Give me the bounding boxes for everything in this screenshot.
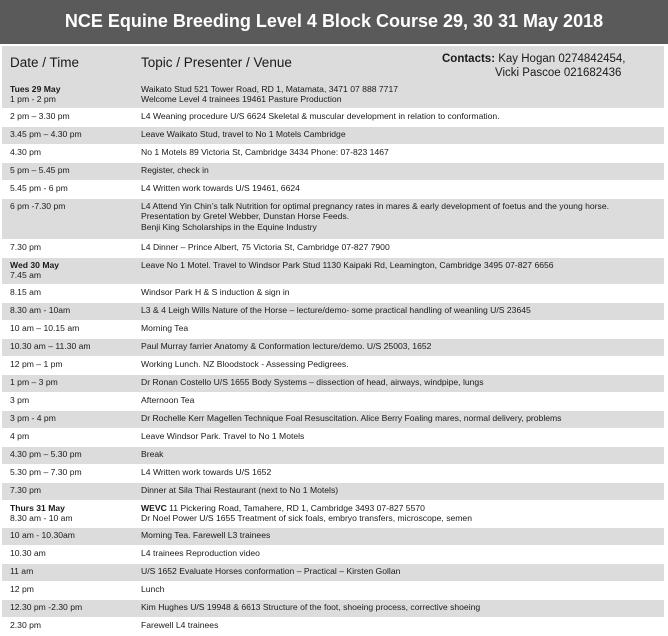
table-row — [2, 258, 664, 285]
table-row — [2, 199, 664, 240]
description-text: Kim Hughes U/S 19948 & 6613 Structure of the foot, shoeing process, corrective shoeing — [141, 602, 481, 612]
time-text: 8.30 am - 10 am — [10, 513, 73, 524]
page-title: NCE Equine Breeding Level 4 Block Course 29, 30 31 May 2018 — [64, 11, 604, 31]
row-time — [10, 183, 135, 193]
description-text: No 1 Motels 89 Victoria St, Cambridge 3434 Phone: 07-823 1467 — [141, 147, 389, 157]
time-text: 8.15 am — [10, 287, 42, 297]
table-row — [2, 127, 664, 145]
time-text: 12 pm – 1 pm — [10, 359, 63, 369]
description-text: Welcome Level 4 trainees 19461 Pasture Production — [141, 94, 342, 105]
row-description — [141, 359, 661, 369]
row-description — [141, 584, 661, 594]
contacts-block — [442, 52, 625, 80]
row-description — [141, 260, 661, 270]
time-text: 7.30 pm — [10, 485, 42, 495]
time-text: 4.30 pm – 5.30 pm — [10, 449, 82, 459]
time-text: 1 pm – 3 pm — [10, 377, 58, 387]
description-text: Farewell L4 trainees — [141, 620, 219, 630]
schedule-table — [2, 82, 664, 636]
contact-kay-hogan: Kay Hogan 0274842454, — [498, 53, 626, 65]
table-row — [2, 528, 664, 546]
description-text: Morning Tea. Farewell L3 trainees — [141, 530, 271, 540]
table-row — [2, 339, 664, 357]
description-text: Paul Murray farrier Anatomy & Conformation lecture/demo. U/S 25003, 1652 — [141, 341, 432, 351]
description-text: Waikato Stud 521 Tower Road, RD 1, Matamata, 3471 07 888 7717 — [141, 84, 399, 94]
row-description — [141, 287, 661, 297]
row-description — [141, 147, 661, 157]
row-time — [10, 467, 135, 477]
row-time — [10, 323, 135, 333]
table-row — [2, 411, 664, 429]
row-description — [141, 530, 661, 540]
row-time — [10, 287, 135, 297]
time-text: 6 pm -7.30 pm — [10, 201, 66, 211]
row-time — [10, 431, 135, 441]
row-time — [10, 620, 135, 630]
table-row — [2, 465, 664, 483]
contacts-label: Contacts: — [442, 53, 496, 65]
table-row — [2, 546, 664, 564]
row-description — [141, 111, 661, 121]
time-text: 7.30 pm — [10, 242, 42, 252]
table-row — [2, 429, 664, 447]
day-heading: Wed 30 May — [10, 260, 60, 270]
row-description — [141, 165, 661, 175]
table-row — [2, 82, 664, 109]
row-time — [10, 129, 135, 139]
description-text: Leave Waikato Stud, travel to No 1 Motels Cambridge — [141, 129, 346, 139]
row-description — [141, 323, 661, 333]
row-description — [141, 201, 661, 232]
table-row — [2, 145, 664, 163]
row-time — [10, 503, 135, 524]
day-heading: Tues 29 May — [10, 84, 61, 94]
row-description — [141, 467, 661, 477]
time-text: 1 pm - 2 pm — [10, 94, 56, 105]
time-text: 5.45 pm - 6 pm — [10, 183, 68, 193]
contact-vicki-pascoe: Vicki Pascoe 021682436 — [495, 67, 622, 79]
row-time — [10, 147, 135, 157]
row-time — [10, 260, 135, 281]
row-description — [141, 305, 661, 315]
row-time — [10, 165, 135, 175]
row-time — [10, 449, 135, 459]
table-row — [2, 303, 664, 321]
row-description — [141, 413, 661, 423]
description-text: L4 Attend Yin Chin’s talk Nutrition for optimal pregnancy rates in mares & early development of foetus and the young horse. — [141, 201, 609, 211]
row-time — [10, 359, 135, 369]
description-text: L4 Weaning procedure U/S 6624 Skeletal & muscular development in relation to conformation. — [141, 111, 500, 121]
time-text: 8.30 am - 10am — [10, 305, 71, 315]
row-description — [141, 548, 661, 558]
row-time — [10, 84, 135, 105]
description-text: L4 trainees Reproduction video — [141, 548, 260, 558]
description-text: WEVC 11 Pickering Road, Tamahere, RD 1, Cambridge 3493 07-827 5570 — [141, 503, 425, 513]
time-text: 12 pm — [10, 584, 34, 594]
row-description — [141, 377, 661, 387]
time-text: 3.45 pm – 4.30 pm — [10, 129, 82, 139]
table-row — [2, 582, 664, 600]
description-text: Windsor Park H & S induction & sign in — [141, 287, 290, 297]
table-row — [2, 393, 664, 411]
row-time — [10, 395, 135, 405]
row-description — [141, 485, 661, 495]
description-text: Leave No 1 Motel. Travel to Windsor Park Stud 1130 Kaipaki Rd, Leamington, Cambridge 3495 07-827 6656 — [141, 260, 554, 270]
table-row — [2, 564, 664, 582]
time-text: 12.30 pm -2.30 pm — [10, 602, 83, 612]
time-text: 3 pm - 4 pm — [10, 413, 56, 423]
row-time — [10, 584, 135, 594]
row-time — [10, 242, 135, 252]
time-text: 3 pm — [10, 395, 30, 405]
description-text: U/S 1652 Evaluate Horses conformation – Practical – Kirsten Gollan — [141, 566, 401, 576]
description-text: Dinner at Sila Thai Restaurant (next to No 1 Motels) — [141, 485, 339, 495]
table-row — [2, 240, 664, 258]
table-row — [2, 483, 664, 501]
row-description — [141, 242, 661, 252]
table-row — [2, 285, 664, 303]
day-heading: Thurs 31 May — [10, 503, 65, 513]
time-text: 4.30 pm — [10, 147, 42, 157]
row-time — [10, 341, 135, 351]
title-banner — [0, 0, 668, 44]
description-text: Register, check in — [141, 165, 209, 175]
table-header — [2, 46, 664, 83]
row-time — [10, 566, 135, 576]
description-text: Presentation by Gretel Webber, Dunstan Horse Feeds. — [141, 211, 350, 222]
time-text: 10.30 am — [10, 548, 46, 558]
time-text: 2.30 pm — [10, 620, 42, 630]
table-row — [2, 447, 664, 465]
description-text: Break — [141, 449, 164, 459]
description-text: L4 Dinner – Prince Albert, 75 Victoria St, Cambridge 07-827 7900 — [141, 242, 390, 252]
row-time — [10, 111, 135, 121]
description-text: L4 Written work towards U/S 19461, 6624 — [141, 183, 300, 193]
table-row — [2, 600, 664, 618]
description-text: Lunch — [141, 584, 165, 594]
description-text: Working Lunch. NZ Bloodstock - Assessing Pedigrees. — [141, 359, 349, 369]
row-time — [10, 530, 135, 540]
description-text: Dr Ronan Costello U/S 1655 Body Systems – dissection of head, airways, windpipe, lungs — [141, 377, 484, 387]
venue-name: WEVC — [141, 503, 167, 513]
table-row — [2, 501, 664, 528]
time-text: 10.30 am – 11.30 am — [10, 341, 91, 351]
table-row — [2, 618, 664, 636]
row-description — [141, 449, 661, 459]
description-text: L4 Written work towards U/S 1652 — [141, 467, 272, 477]
time-text: 7.45 am — [10, 270, 42, 281]
row-description — [141, 84, 661, 105]
row-time — [10, 305, 135, 315]
description-text: Dr Rochelle Kerr Magellen Technique Foal Resuscitation. Alice Berry Foaling mares, normal delivery, problems — [141, 413, 562, 423]
description-text: Dr Noel Power U/S 1655 Treatment of sick foals, embryo transfers, microscope, semen — [141, 513, 472, 524]
row-description — [141, 431, 661, 441]
table-row — [2, 109, 664, 127]
row-time — [10, 485, 135, 495]
table-row — [2, 321, 664, 339]
description-text: Benji King Scholarships in the Equine Industry — [141, 221, 317, 232]
row-description — [141, 183, 661, 193]
header-date-time: Date / Time — [10, 55, 80, 70]
row-time — [10, 377, 135, 387]
description-text: Leave Windsor Park. Travel to No 1 Motels — [141, 431, 305, 441]
row-description — [141, 129, 661, 139]
row-description — [141, 503, 661, 524]
description-text: L3 & 4 Leigh Wills Nature of the Horse – lecture/demo- some practical handling of weanling U/S 23645 — [141, 305, 531, 315]
row-time — [10, 602, 135, 612]
time-text: 11 am — [10, 566, 34, 576]
row-description — [141, 395, 661, 405]
row-time — [10, 413, 135, 423]
row-description — [141, 566, 661, 576]
row-time — [10, 201, 135, 211]
time-text: 10 am – 10.15 am — [10, 323, 80, 333]
row-description — [141, 341, 661, 351]
time-text: 5 pm – 5.45 pm — [10, 165, 70, 175]
table-row — [2, 375, 664, 393]
table-row — [2, 357, 664, 375]
row-description — [141, 620, 661, 630]
description-text: Afternoon Tea — [141, 395, 195, 405]
row-time — [10, 548, 135, 558]
table-row — [2, 163, 664, 181]
time-text: 10 am - 10.30am — [10, 530, 75, 540]
table-row — [2, 181, 664, 199]
description-text: Morning Tea — [141, 323, 189, 333]
time-text: 2 pm – 3.30 pm — [10, 111, 70, 121]
time-text: 5.30 pm – 7.30 pm — [10, 467, 82, 477]
time-text: 4 pm — [10, 431, 30, 441]
header-topic: Topic / Presenter / Venue — [141, 55, 292, 70]
row-description — [141, 602, 661, 612]
